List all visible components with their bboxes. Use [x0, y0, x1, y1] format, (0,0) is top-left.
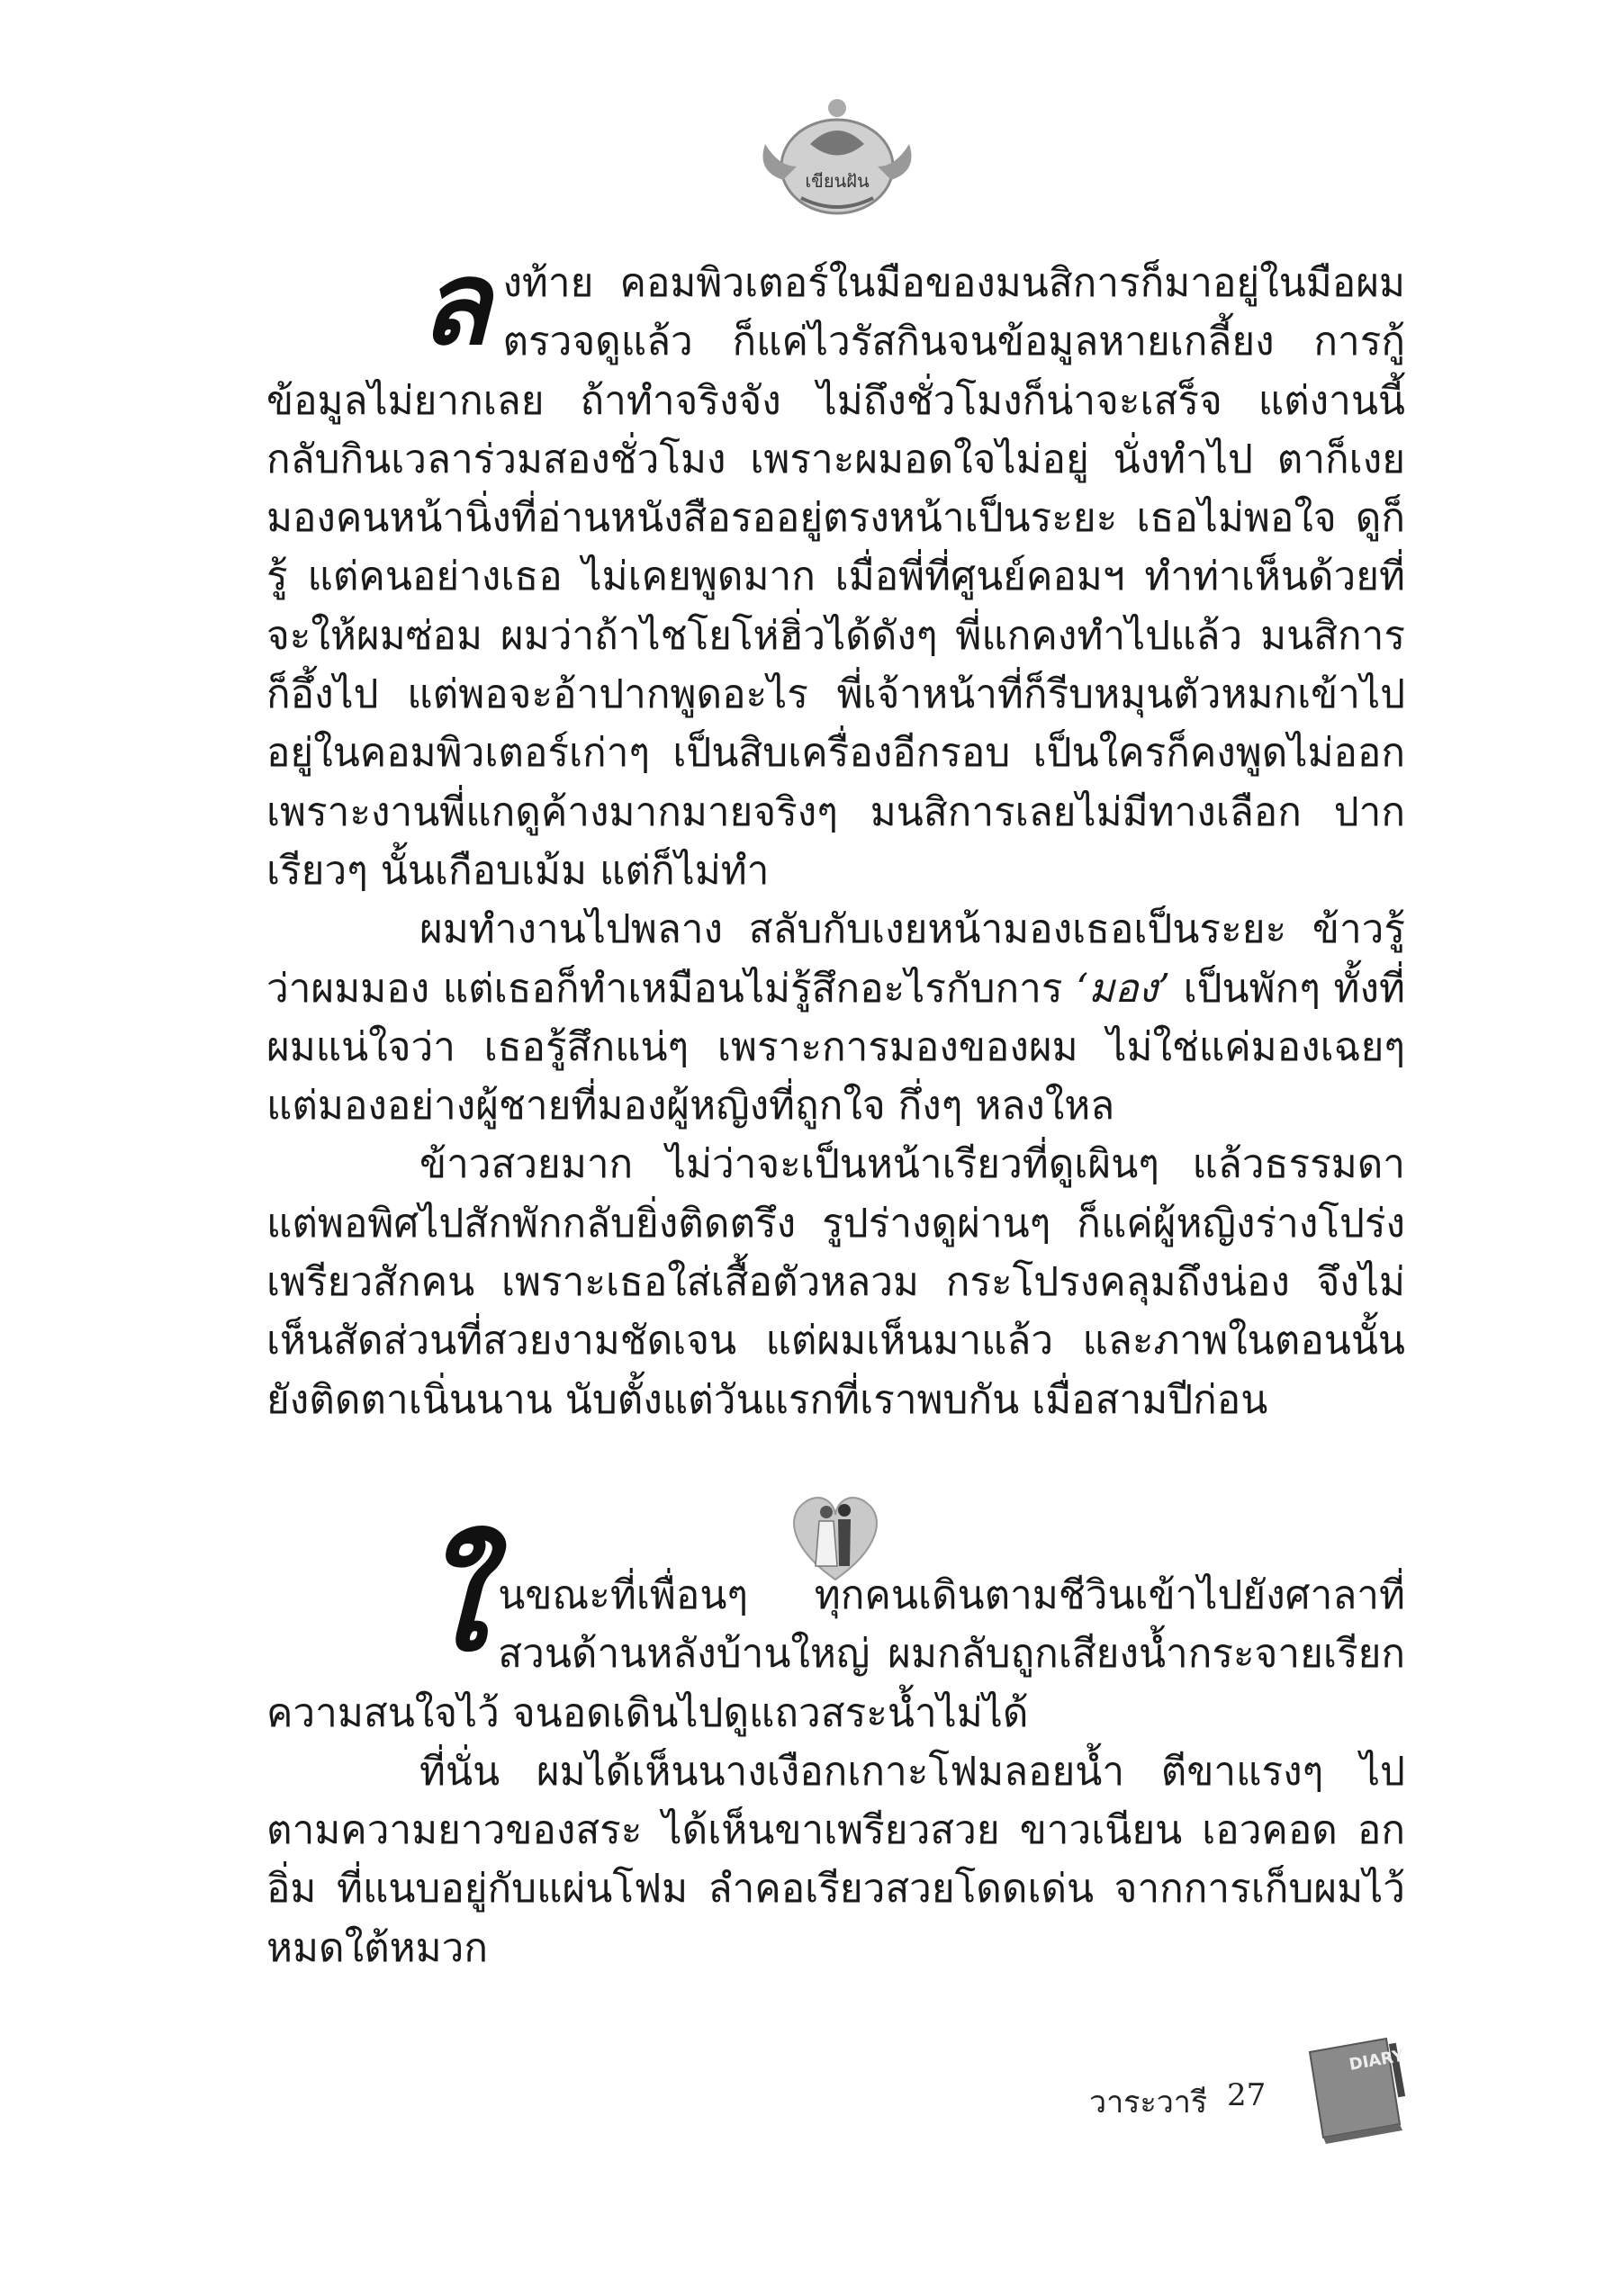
paragraph-3: ข้าวสวยมาก ไม่ว่าจะเป็นหน้าเรียวที่ดูเผินๆ แล้วธรรมดา แต่พอพิศไปสักพักกลับยิ่งติดตรึง รูปร่างดูผ่านๆ ก็แค่ผู้หญิงร่างโปร่งเพรียวสักคน เพราะเธอใส่เสื้อตัวหลวม กระโปรงคลุมถึงน่อง จึงไม่เห็นสัดส่วนที่สวยงามชัดเจน แต่ผมเห็นมาแล้ว และภาพในตอนนั้นยังติดตาเนิ่นนาน นับตั้งแต่วันแรกที่เราพบกัน เมื่อสามปีก่อน — [266, 1141, 1405, 1423]
paragraph-4: นขณะที่เพื่อนๆ ทุกคนเดินตามชีวินเข้าไปยังศาลาที่สวนด้านหลังบ้านใหญ่ ผมกลับถูกเสียงน้ำกระจายเรียกความสนใจไว้ จนอดเดินไปดูแถวสระน้ำไม่ได้ — [266, 1572, 1405, 1736]
drop-cap-2: ใ — [419, 1523, 486, 1681]
page-number: 27 — [1227, 2077, 1267, 2113]
section-1 — [266, 236, 1405, 1429]
paragraph-1: งท้าย คอมพิวเตอร์ในมือของมนสิการก็มาอยู่ในมือผม ตรวจดูแล้ว ก็แค่ไวรัสกินจนข้อมูลหายเกลี้ยง การกู้ข้อมูลไม่ยากเลย ถ้าทำจริงจัง ไม่ถึงชั่วโมงก็น่าจะเสร็จ แต่งานนี้กลับกินเวลาร่วมสองชั่วโมง เพราะผมอดใจไม่อยู่ นั่งทำไป ตาก็เงยมองคนหน้านิ่งที่อ่านหนังสือรออยู่ตรงหน้าเป็นระยะ เธอไม่พอใจ ดูก็รู้ แต่คนอย่างเธอ ไม่เคยพูดมาก เมื่อพี่ที่ศูนย์คอมฯ ทำท่าเห็นด้วยที่จะให้ผมซ่อม ผมว่าถ้าไชโยโห่ฮิ่วได้ดังๆ พี่แกคงทำไปแล้ว มนสิการก็อึ้งไป แต่พอจะอ้าปากพูดอะไร พี่เจ้าหน้าที่ก็รีบหมุนตัวหมกเข้าไปอยู่ในคอมพิวเตอร์เก่าๆ เป็นสิบเครื่องอีกรอบ เป็นใครก็คงพูดไม่ออก เพราะงานพี่แกดูค้างมากมายจริงๆ มนสิการเลยไม่มีทางเลือก ปากเรียวๆ นั้นเกือบเม้ม แต่ก็ไม่ทำ — [266, 260, 1405, 894]
paragraph-2-end: เป็นพักๆ ทั้งที่ผมแน่ใจว่า เธอรู้สึกแน่ๆ เพราะการมองของผม ไม่ใช่แค่มองเฉยๆ แต่มองอย่างผู้ชายที่มองผู้หญิงที่ถูกใจ กึ่งๆ หลงใหล — [266, 965, 1405, 1130]
paragraph-2-start: ผมทำงานไปพลาง สลับกับเงยหน้ามองเธอเป็นระยะ ข้าวรู้ว่าผมมอง แต่เธอก็ทำเหมือนไม่รู้สึกอะไรกับการ — [266, 906, 1405, 1012]
drop-cap-1: ล — [419, 236, 491, 371]
diary-book-icon — [1296, 2030, 1413, 2147]
footer-book-title: วาระวารี — [1089, 2084, 1208, 2120]
paragraph-2 — [266, 900, 1405, 1135]
logo-text: เขียนฝัน — [805, 170, 870, 192]
section-2 — [266, 1523, 1405, 1977]
header-ornament-logo — [747, 81, 927, 225]
emphasis-look: ‘มอง’ — [1076, 965, 1170, 1012]
paragraph-5: ที่นั่น ผมได้เห็นนางเงือกเกาะโฟมลอยน้ำ ตีขาแรงๆ ไปตามความยาวของสระ ได้เห็นขาเพรียวสวย ขาวเนียน เอวคอด อกอิ่ม ที่แนบอยู่กับแผ่นโฟม ลำคอเรียวสวยโดดเด่น จากการเก็บผมไว้หมดใต้หมวก — [266, 1748, 1405, 1971]
diary-label: DIARY — [1348, 2046, 1406, 2075]
